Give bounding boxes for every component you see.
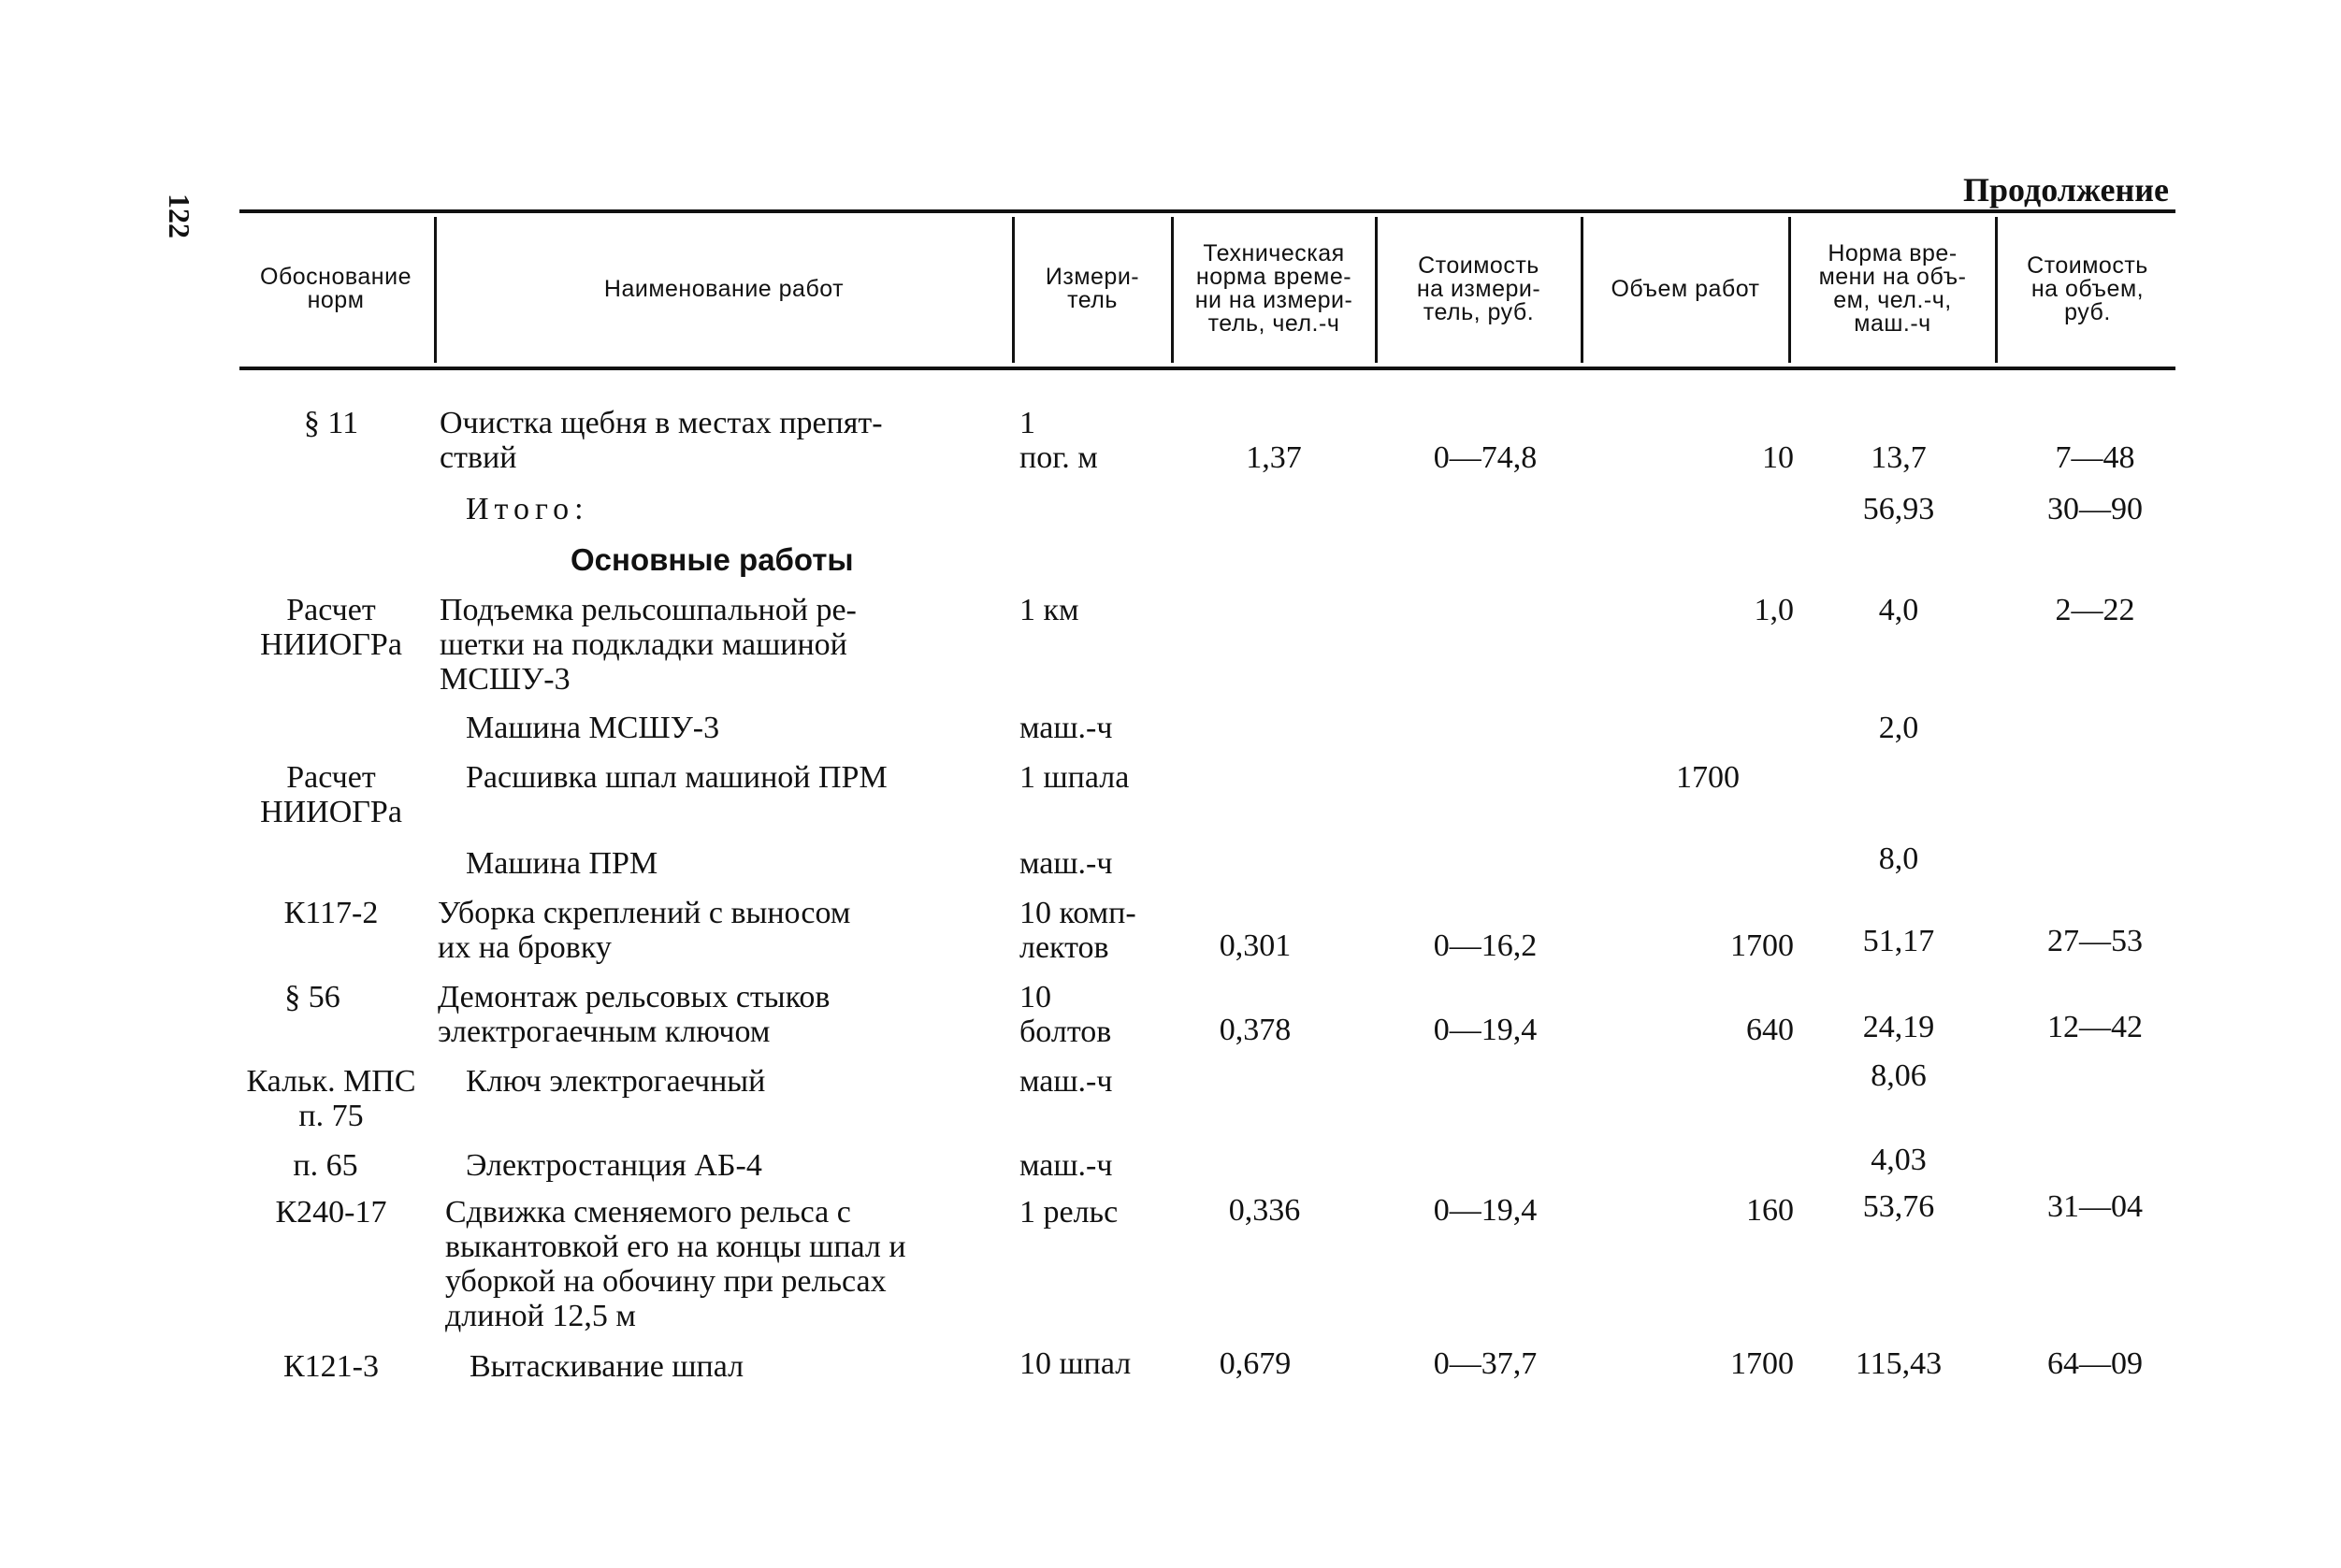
- row-cost-unit: 0—16,2: [1433, 928, 1538, 963]
- row-unit: 1 км: [1019, 593, 1079, 627]
- column-header-tech-norm: Техническая норма време- ни на измери- тель, чел.-ч: [1194, 240, 1353, 337]
- row-basis: К117-2: [283, 896, 379, 930]
- row-unit: 1 пог. м: [1019, 406, 1098, 475]
- row-tech-norm: 0,301: [1219, 928, 1292, 963]
- row-unit: 1 рельс: [1019, 1195, 1119, 1230]
- row-unit: маш.-ч: [1019, 711, 1113, 745]
- row-norm-volume: 2,0: [1878, 711, 1919, 745]
- column-header-name: Наименование работ: [603, 275, 845, 302]
- header-divider: [1012, 217, 1015, 363]
- row-cost-unit: 0—74,8: [1433, 440, 1538, 475]
- row-volume: 640: [1746, 1013, 1794, 1047]
- column-header-cost-volume: Стоимость на объем, руб.: [2027, 252, 2148, 325]
- row-norm-volume: 24,19: [1862, 1010, 1935, 1044]
- header-divider: [434, 217, 437, 363]
- row-norm-volume: 8,0: [1878, 842, 1919, 876]
- row-norm-volume: 13,7: [1871, 440, 1927, 475]
- row-cost-volume: 31—04: [2047, 1189, 2143, 1224]
- row-volume: 1700: [1676, 760, 1740, 795]
- row-volume: 1,0: [1754, 593, 1794, 627]
- row-norm-volume: 4,03: [1871, 1143, 1927, 1177]
- row-name: Вытаскивание шпал: [470, 1349, 744, 1384]
- row-basis: § 11: [303, 406, 359, 440]
- row-norm-volume: 115,43: [1855, 1346, 1943, 1381]
- continuation-label: Продолжение: [1963, 171, 2169, 209]
- row-cost-volume: 30—90: [2047, 492, 2143, 526]
- row-cost-unit: 0—37,7: [1433, 1346, 1538, 1381]
- row-unit: маш.-ч: [1019, 1064, 1113, 1099]
- row-name: Электростанция АБ-4: [466, 1148, 762, 1183]
- row-name: Очистка щебня в местах препят- ствий: [440, 406, 883, 475]
- row-volume: 160: [1746, 1193, 1794, 1228]
- row-unit: маш.-ч: [1019, 1148, 1113, 1183]
- table-header-bottom-rule: [239, 367, 2175, 370]
- row-unit: 1 шпала: [1019, 760, 1130, 795]
- section-heading: Основные работы: [571, 542, 854, 577]
- column-header-cost-unit: Стоимость на измери- тель, руб.: [1416, 252, 1541, 325]
- row-volume: 1700: [1730, 1346, 1794, 1381]
- column-header-norm-volume: Норма вре- мени на объ- ем, чел.-ч, маш.-ч: [1818, 240, 1967, 337]
- header-divider: [1581, 217, 1583, 363]
- row-basis: § 56: [284, 980, 340, 1014]
- row-norm-volume: 56,93: [1862, 492, 1935, 526]
- row-tech-norm: 1,37: [1246, 440, 1302, 475]
- header-divider: [1171, 217, 1174, 363]
- row-cost-volume: 2—22: [2055, 593, 2135, 627]
- row-basis: К240-17: [275, 1195, 387, 1230]
- row-basis: Расчет НИИОГРа: [260, 760, 402, 829]
- column-header-unit: Измери- тель: [1045, 264, 1140, 313]
- header-divider: [1788, 217, 1791, 363]
- row-name: Ключ электрогаечный: [466, 1064, 766, 1099]
- row-name: Машина МСШУ-3: [466, 711, 720, 745]
- row-unit: 10 болтов: [1019, 980, 1112, 1049]
- row-volume: 10: [1762, 440, 1794, 475]
- row-tech-norm: 0,378: [1219, 1013, 1292, 1047]
- row-cost-volume: 64—09: [2047, 1346, 2143, 1381]
- row-name: Подъемка рельсошпальной ре- шетки на подкладки машиной МСШУ-3: [440, 593, 857, 697]
- row-name: Сдвижка сменяемого рельса с выкантовкой его на концы шпал и уборкой на обочину при рельсах длиной 12,5 м: [445, 1195, 906, 1333]
- row-name-total: Итого:: [466, 492, 589, 526]
- row-basis: К121-3: [283, 1349, 379, 1384]
- page-number: 122: [163, 194, 196, 238]
- header-divider: [1995, 217, 1998, 363]
- row-unit: маш.-ч: [1019, 846, 1113, 881]
- row-cost-volume: 12—42: [2047, 1010, 2143, 1044]
- column-header-basis: Обоснование норм: [260, 264, 412, 313]
- row-volume: 1700: [1730, 928, 1794, 963]
- row-name: Машина ПРМ: [466, 846, 658, 881]
- row-cost-volume: 7—48: [2055, 440, 2135, 475]
- row-cost-volume: 27—53: [2047, 924, 2143, 958]
- header-divider: [1375, 217, 1378, 363]
- row-unit: 10 комп- лектов: [1019, 896, 1136, 965]
- row-norm-volume: 4,0: [1878, 593, 1919, 627]
- row-basis: Расчет НИИОГРа: [260, 593, 402, 662]
- column-header-volume: Объем работ: [1611, 275, 1760, 302]
- row-name: Расшивка шпал машиной ПРМ: [466, 760, 888, 795]
- row-tech-norm: 0,336: [1228, 1193, 1301, 1228]
- row-tech-norm: 0,679: [1219, 1346, 1292, 1381]
- row-norm-volume: 53,76: [1862, 1189, 1935, 1224]
- row-basis: Кальк. МПС п. 75: [246, 1064, 416, 1133]
- row-name: Демонтаж рельсовых стыков электрогаечным ключом: [438, 980, 831, 1049]
- row-cost-unit: 0—19,4: [1433, 1013, 1538, 1047]
- row-unit: 10 шпал: [1019, 1346, 1132, 1381]
- row-basis: п. 65: [293, 1148, 358, 1183]
- row-cost-unit: 0—19,4: [1433, 1193, 1538, 1228]
- row-norm-volume: 51,17: [1862, 924, 1935, 958]
- row-name: Уборка скреплений с выносом их на бровку: [438, 896, 851, 965]
- row-norm-volume: 8,06: [1871, 1058, 1927, 1093]
